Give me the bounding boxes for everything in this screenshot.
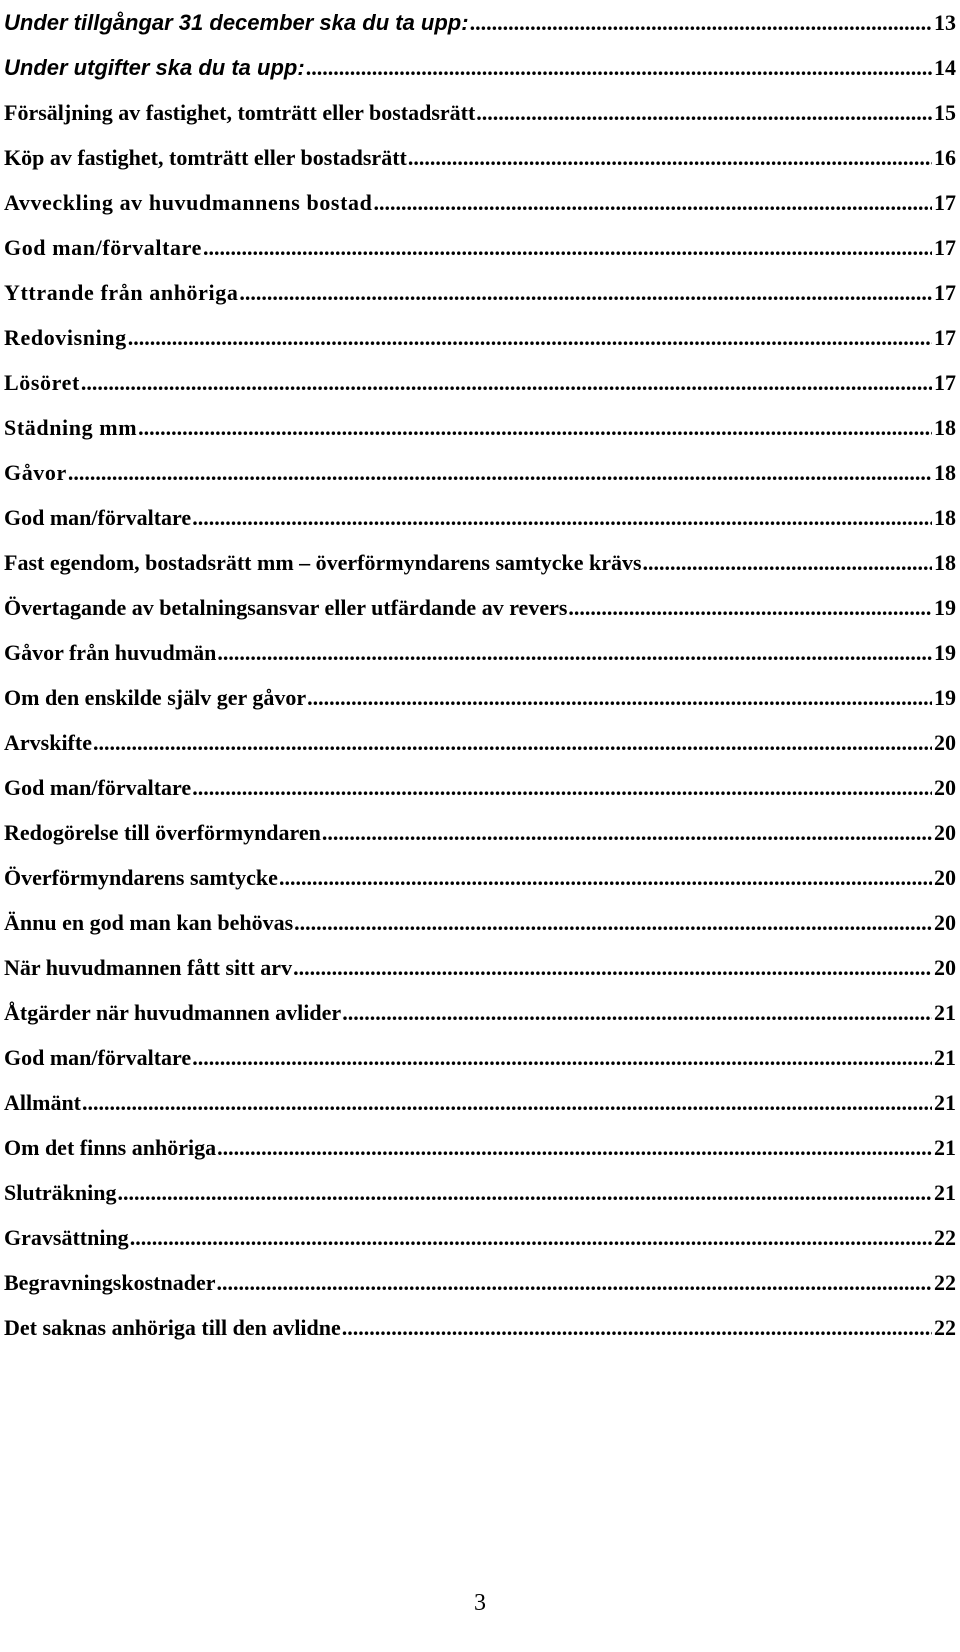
toc-entry-page: 21 bbox=[934, 1045, 956, 1070]
toc-leader bbox=[192, 765, 932, 810]
toc-entry-title: Allmänt bbox=[4, 1090, 81, 1115]
toc-entry-title: Ännu en god man kan behövas bbox=[4, 910, 294, 935]
toc-entry-title: Lösöret bbox=[4, 370, 80, 395]
toc-entry bbox=[4, 765, 956, 810]
toc-entry-title: Redovisning bbox=[4, 325, 127, 350]
toc-entry-page: 19 bbox=[934, 685, 956, 710]
toc-entry-title: Yttrande från anhöriga bbox=[4, 280, 239, 305]
toc-entry-page: 20 bbox=[934, 730, 956, 755]
toc-entry bbox=[4, 630, 956, 675]
toc-entry bbox=[4, 1080, 956, 1125]
toc-entry bbox=[4, 945, 956, 990]
toc-entry-title: Begravningskostnader bbox=[4, 1270, 216, 1295]
toc-entry-page: 22 bbox=[934, 1315, 956, 1340]
toc-leader bbox=[192, 1035, 932, 1080]
toc-entry-title: Fast egendom, bostadsrätt mm – överförmyndarens samtycke krävs bbox=[4, 550, 642, 575]
toc-leader bbox=[476, 90, 932, 135]
toc-entry-page: 20 bbox=[934, 955, 956, 980]
toc-entry-page: 21 bbox=[934, 1135, 956, 1160]
toc-leader bbox=[118, 1170, 933, 1215]
toc-entry-title: Övertagande av betalningsansvar eller utfärdande av revers bbox=[4, 595, 568, 620]
toc-entry-title: God man/förvaltare bbox=[4, 1045, 192, 1070]
toc-leader bbox=[130, 1215, 932, 1260]
toc-entry-page: 21 bbox=[934, 1000, 956, 1025]
toc-entry bbox=[4, 900, 956, 945]
page-number: 3 bbox=[474, 1590, 486, 1616]
toc-entry-page: 20 bbox=[934, 910, 956, 935]
toc-entry-page: 19 bbox=[934, 595, 956, 620]
toc-leader bbox=[470, 0, 932, 45]
toc-leader bbox=[93, 720, 932, 765]
toc-entry-title: Under utgifter ska du ta upp: bbox=[4, 55, 305, 80]
toc-entry bbox=[4, 225, 956, 270]
toc-entry bbox=[4, 405, 956, 450]
toc-entry-page: 18 bbox=[934, 505, 956, 530]
toc-entry-title: God man/förvaltare bbox=[4, 505, 192, 530]
toc-entry-title: God man/förvaltare bbox=[4, 235, 202, 260]
toc-leader bbox=[217, 630, 932, 675]
toc-entry bbox=[4, 675, 956, 720]
toc-entry-title: Överförmyndarens samtycke bbox=[4, 865, 278, 890]
toc-entry-page: 18 bbox=[934, 550, 956, 575]
toc-entry-title: Försäljning av fastighet, tomträtt eller bostadsrätt bbox=[4, 100, 476, 125]
toc-entry bbox=[4, 810, 956, 855]
toc-entry-title: När huvudmannen fått sitt arv bbox=[4, 955, 293, 980]
toc-entry bbox=[4, 990, 956, 1035]
toc-entry bbox=[4, 450, 956, 495]
toc-entry-page: 19 bbox=[934, 640, 956, 665]
toc-entry-title: Åtgärder när huvudmannen avlider bbox=[4, 1000, 342, 1025]
toc-entry-title: God man/förvaltare bbox=[4, 775, 192, 800]
toc-entry bbox=[4, 45, 956, 90]
toc-leader bbox=[217, 1125, 932, 1170]
toc-entry-page: 13 bbox=[934, 10, 956, 35]
toc-leader bbox=[373, 180, 932, 225]
toc-entry bbox=[4, 0, 956, 45]
toc-entry bbox=[4, 315, 956, 360]
toc-entry-title: Städning mm bbox=[4, 415, 138, 440]
toc-entry-page: 17 bbox=[934, 325, 956, 350]
table-of-contents bbox=[4, 0, 956, 1350]
toc-entry-page: 20 bbox=[934, 865, 956, 890]
toc-entry bbox=[4, 720, 956, 765]
toc-entry-page: 18 bbox=[934, 460, 956, 485]
toc-entry-page: 21 bbox=[934, 1180, 956, 1205]
toc-entry-page: 17 bbox=[934, 190, 956, 215]
toc-leader bbox=[307, 675, 932, 720]
toc-entry bbox=[4, 360, 956, 405]
toc-entry-page: 15 bbox=[934, 100, 956, 125]
toc-leader bbox=[568, 585, 932, 630]
toc-entry-page: 17 bbox=[934, 370, 956, 395]
toc-entry-title: Gravsättning bbox=[4, 1225, 129, 1250]
toc-entry-title: Köp av fastighet, tomträtt eller bostadsrätt bbox=[4, 145, 407, 170]
toc-entry bbox=[4, 1305, 956, 1350]
toc-leader bbox=[239, 270, 932, 315]
toc-entry-title: Avveckling av huvudmannens bostad bbox=[4, 190, 373, 215]
toc-leader bbox=[216, 1260, 932, 1305]
toc-entry-page: 18 bbox=[934, 415, 956, 440]
toc-entry bbox=[4, 180, 956, 225]
toc-entry-page: 17 bbox=[934, 235, 956, 260]
toc-leader bbox=[408, 135, 932, 180]
toc-entry bbox=[4, 90, 956, 135]
toc-entry bbox=[4, 585, 956, 630]
toc-entry-title: Arvskifte bbox=[4, 730, 92, 755]
toc-entry-page: 20 bbox=[934, 775, 956, 800]
toc-entry-page: 21 bbox=[934, 1090, 956, 1115]
toc-leader bbox=[293, 945, 932, 990]
toc-entry-page: 17 bbox=[934, 280, 956, 305]
toc-entry bbox=[4, 1125, 956, 1170]
toc-leader bbox=[81, 360, 932, 405]
toc-entry bbox=[4, 495, 956, 540]
toc-leader bbox=[203, 225, 932, 270]
toc-leader bbox=[279, 855, 932, 900]
toc-entry-title: Det saknas anhöriga till den avlidne bbox=[4, 1315, 341, 1340]
toc-entry-title: Om den enskilde själv ger gåvor bbox=[4, 685, 307, 710]
toc-leader bbox=[192, 495, 932, 540]
toc-entry-page: 14 bbox=[934, 55, 956, 80]
toc-entry-title: Sluträkning bbox=[4, 1180, 117, 1205]
toc-entry-page: 22 bbox=[934, 1270, 956, 1295]
toc-entry bbox=[4, 1035, 956, 1080]
toc-entry bbox=[4, 270, 956, 315]
toc-entry-title: Redogörelse till överförmyndaren bbox=[4, 820, 321, 845]
toc-leader bbox=[294, 900, 932, 945]
toc-entry bbox=[4, 1170, 956, 1215]
toc-entry bbox=[4, 855, 956, 900]
toc-entry-page: 16 bbox=[934, 145, 956, 170]
toc-leader bbox=[128, 315, 932, 360]
toc-leader bbox=[68, 450, 932, 495]
toc-leader bbox=[82, 1080, 932, 1125]
toc-entry-page: 20 bbox=[934, 820, 956, 845]
toc-leader bbox=[306, 45, 932, 90]
toc-leader bbox=[342, 990, 932, 1035]
toc-entry-title: Under tillgångar 31 december ska du ta upp: bbox=[4, 10, 469, 35]
toc-entry-title: Gåvor från huvudmän bbox=[4, 640, 217, 665]
toc-entry-title: Om det finns anhöriga bbox=[4, 1135, 217, 1160]
toc-entry-title: Gåvor bbox=[4, 460, 67, 485]
toc-entry bbox=[4, 1260, 956, 1305]
toc-entry-page: 22 bbox=[934, 1225, 956, 1250]
toc-entry bbox=[4, 540, 956, 585]
toc-entry bbox=[4, 135, 956, 180]
toc-leader bbox=[643, 540, 932, 585]
toc-leader bbox=[342, 1305, 932, 1350]
toc-leader bbox=[138, 405, 932, 450]
toc-leader bbox=[322, 810, 932, 855]
toc-entry bbox=[4, 1215, 956, 1260]
